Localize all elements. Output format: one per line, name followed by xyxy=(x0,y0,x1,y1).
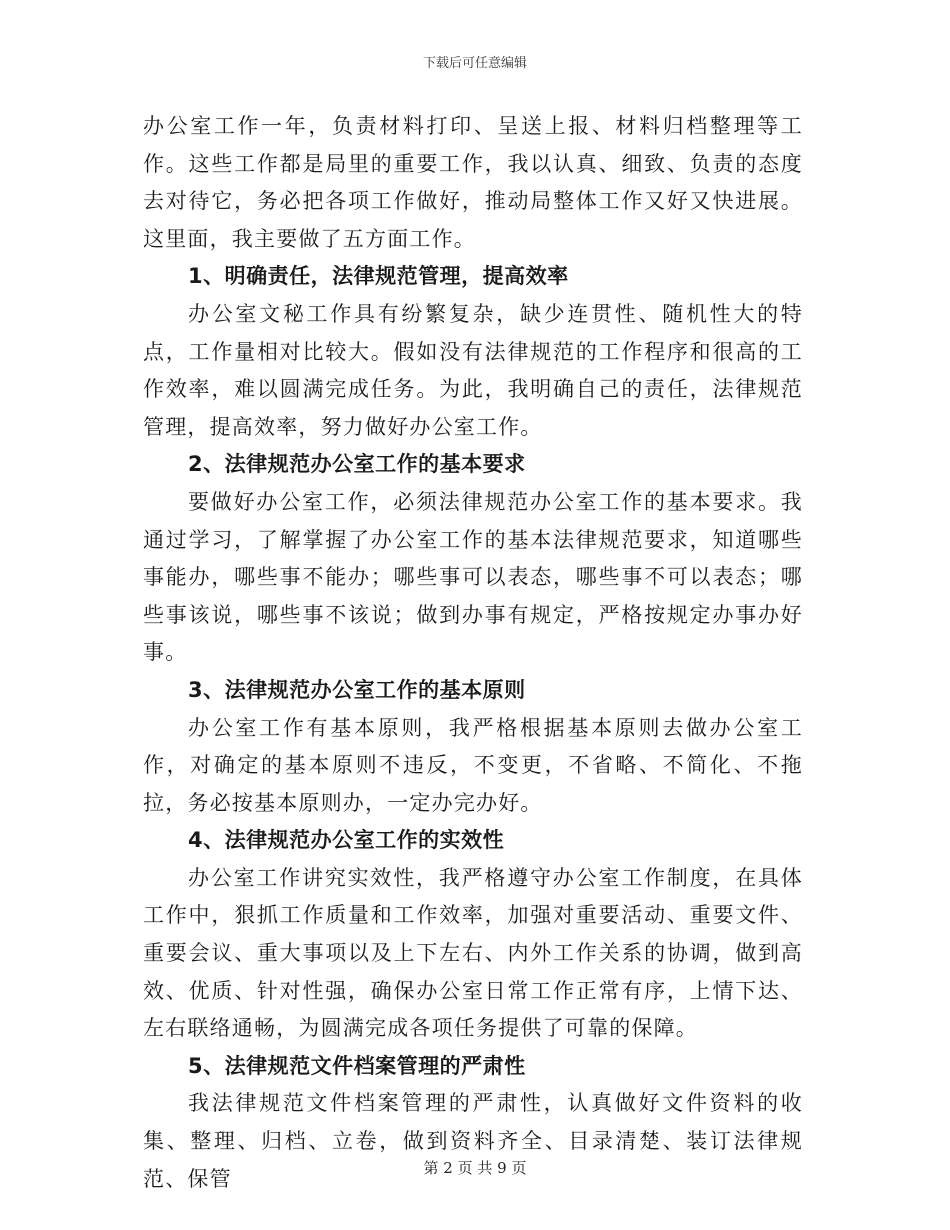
paragraph-1: 办公室文秘工作具有纷繁复杂，缺少连贯性、随机性大的特点，工作量相对比较大。假如没有法律规范的工作程序和很高的工作效率，难以圆满完成任务。为此，我明确自己的责任，法律规范管理，提高效率，努力做好办公室工作。 xyxy=(143,301,803,439)
paragraph-4: 办公室工作讲究实效性，我严格遵守办公室工作制度，在具体工作中，狠抓工作质量和工作效率，加强对重要活动、重要文件、重要会议、重大事项以及上下左右、内外工作关系的协调，做到高效、优质、针对性强，确保办公室日常工作正常有序，上情下达、左右联络通畅，为圆满完成各项任务提供了可靠的保障。 xyxy=(143,865,803,1041)
paragraph-2: 要做好办公室工作，必须法律规范办公室工作的基本要求。我通过学习，了解掌握了办公室工作的基本法律规范要求，知道哪些事能办，哪些事不能办；哪些事可以表态，哪些事不可以表态；哪些事该说，哪些事不该说；做到办事有规定，严格按规定办事办好事。 xyxy=(143,489,803,665)
paragraph-5: 我法律规范文件档案管理的严肃性，认真做好文件资料的收集、整理、归档、立卷，做到资料齐全、目录清楚、装订法律规范、保管 xyxy=(143,1091,803,1191)
section-heading-1: 1、明确责任，法律规范管理，提高效率 xyxy=(188,264,569,289)
section-heading-3: 3、法律规范办公室工作的基本原则 xyxy=(188,677,526,702)
section-heading-5: 5、法律规范文件档案管理的严肃性 xyxy=(188,1053,526,1078)
section-heading-2: 2、法律规范办公室工作的基本要求 xyxy=(188,452,526,477)
paragraph-3: 办公室工作有基本原则，我严格根据基本原则去做办公室工作，对确定的基本原则不违反，不变更，不省略、不简化、不拖拉，务必按基本原则办，一定办完办好。 xyxy=(143,715,803,815)
page-footer: 第 2 页 共 9 页 xyxy=(423,1159,527,1177)
paragraph-intro: 办公室工作一年，负责材料打印、呈送上报、材料归档整理等工作。这些工作都是局里的重要工作，我以认真、细致、负责的态度去对待它，务必把各项工作做好，推动局整体工作又好又快进展。这里面，我主要做了五方面工作。 xyxy=(143,114,803,251)
document-body xyxy=(143,108,803,1198)
page-header: 下载后可任意编辑 xyxy=(422,56,527,71)
section-heading-4: 4、法律规范办公室工作的实效性 xyxy=(188,828,505,853)
